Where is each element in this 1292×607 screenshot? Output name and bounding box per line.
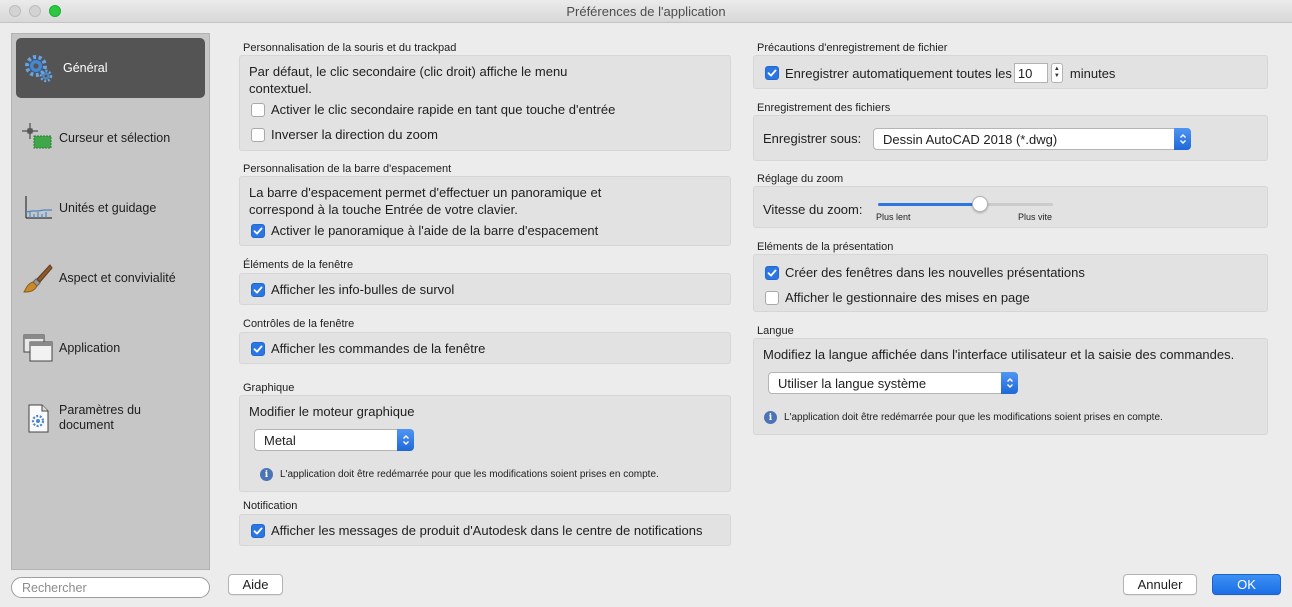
document-settings-icon: [22, 402, 54, 434]
autosave-interval-input[interactable]: 10: [1014, 63, 1048, 83]
mouse-description: Par défaut, le clic secondaire (clic droit) affiche le menu contextuel.: [249, 64, 568, 96]
create-viewports-label: Créer des fenêtres dans les nouvelles présentations: [785, 265, 1085, 280]
autodesk-messages-label: Afficher les messages de produit d'Autodesk dans le centre de notifications: [271, 523, 703, 538]
zoom-section-title: Réglage du zoom: [757, 173, 844, 185]
sidebar-item-document-settings[interactable]: [16, 388, 205, 448]
select-arrows-icon: [1174, 128, 1191, 150]
window-controls-panel: [239, 332, 731, 364]
zoom-speed-slider-fill: [878, 203, 980, 206]
zoom-speed-slider[interactable]: [878, 203, 1053, 206]
layout-section-panel: [753, 254, 1268, 312]
create-viewports-checkbox[interactable]: [765, 266, 779, 280]
graphics-restart-note-text: L'application doit être redémarrée pour que les modifications soient prises en compte.: [280, 469, 659, 480]
sidebar-item-label: Aspect et convivialité: [59, 270, 176, 285]
brush-icon: [22, 262, 54, 294]
window-elements-panel: [239, 273, 731, 305]
window-commands-checkbox[interactable]: [251, 342, 265, 356]
autosave-section-panel: [753, 55, 1268, 89]
quick-secondary-click-option[interactable]: [251, 102, 615, 117]
page-setup-manager-option[interactable]: [765, 290, 1030, 305]
spacebar-pan-label: Activer le panoramique à l'aide de la barre d'espacement: [271, 223, 599, 238]
title-bar: [0, 0, 1292, 23]
info-icon: i: [260, 468, 273, 481]
gear-icon: [22, 52, 54, 84]
layout-section-title: Eléments de la présentation: [757, 241, 894, 253]
window-controls-title: Contrôles de la fenêtre: [243, 318, 355, 330]
quick-secondary-click-label: Activer le clic secondaire rapide en tant que touche d'entrée: [271, 102, 616, 117]
graphics-engine-label: Modifier le moteur graphique: [249, 404, 415, 419]
spacebar-pan-checkbox[interactable]: [251, 224, 265, 238]
invert-zoom-option[interactable]: [251, 127, 438, 142]
sidebar-item-look-feel[interactable]: [16, 248, 205, 308]
graphics-engine-value: Metal: [264, 432, 296, 448]
info-icon: i: [764, 411, 777, 424]
help-button[interactable]: Aide: [228, 574, 283, 595]
save-as-label: Enregistrer sous:: [763, 131, 862, 146]
graphics-section-panel: [239, 395, 731, 492]
autosave-interval-stepper[interactable]: [1051, 63, 1063, 83]
select-arrows-icon: [397, 429, 414, 451]
sidebar-item-general[interactable]: [16, 38, 205, 98]
units-ruler-icon: [22, 192, 54, 224]
graphics-section-title: Graphique: [243, 382, 295, 394]
autosave-label: Enregistrer automatiquement toutes les: [785, 65, 1012, 81]
create-viewports-option[interactable]: [765, 265, 1085, 280]
mouse-section-panel: [239, 55, 731, 151]
search-field[interactable]: [11, 577, 210, 598]
graphics-restart-note: [260, 468, 659, 481]
language-description: Modifiez la langue affichée dans l'interface utilisateur et la saisie des commandes.: [763, 347, 1235, 362]
sidebar-item-label: Application: [59, 340, 121, 355]
window-elements-title: Éléments de la fenêtre: [243, 259, 354, 271]
save-format-select[interactable]: [873, 128, 1191, 150]
autosave-option[interactable]: [765, 63, 1115, 83]
autosave-minutes-label: minutes: [1069, 65, 1116, 81]
stepper-up-icon[interactable]: ▲: [1053, 66, 1060, 72]
page-setup-manager-checkbox[interactable]: [765, 291, 779, 305]
autodesk-messages-option[interactable]: [251, 523, 703, 538]
page-setup-manager-label: Afficher le gestionnaire des mises en page: [785, 290, 1030, 305]
sidebar-item-application[interactable]: [16, 318, 205, 378]
spacebar-pan-option[interactable]: [251, 223, 598, 238]
mouse-section-title: Personnalisation de la souris et du trackpad: [243, 42, 457, 54]
language-value: Utiliser la langue système: [778, 375, 927, 391]
notification-section-panel: [239, 514, 731, 546]
hover-tooltips-checkbox[interactable]: [251, 283, 265, 297]
ok-button[interactable]: OK: [1212, 574, 1281, 595]
spacebar-section-title: Personnalisation de la barre d'espacement: [243, 163, 452, 175]
select-arrows-icon: [1001, 372, 1018, 394]
autosave-checkbox[interactable]: [765, 66, 779, 80]
sidebar-item-label: Curseur et sélection: [59, 130, 171, 145]
zoom-slow-label: Plus lent: [876, 212, 911, 222]
zoom-section-panel: [753, 186, 1268, 228]
file-save-section-title: Enregistrement des fichiers: [757, 102, 891, 114]
cancel-button[interactable]: Annuler: [1123, 574, 1197, 595]
sidebar-item-label: Unités et guidage: [59, 200, 157, 215]
window-title: Préférences de l'application: [566, 4, 726, 19]
notification-section-title: Notification: [243, 500, 298, 512]
spacebar-section-panel: [239, 176, 731, 246]
zoom-speed-label: Vitesse du zoom:: [763, 202, 863, 217]
sidebar-item-label: Général: [63, 60, 108, 75]
language-restart-note-text: L'application doit être redémarrée pour que les modifications soient prises en compte.: [784, 412, 1163, 423]
crosshair-selection-icon: [22, 122, 54, 154]
sidebar-item-cursor-selection[interactable]: [16, 108, 205, 168]
autodesk-messages-checkbox[interactable]: [251, 524, 265, 538]
language-restart-note: [764, 411, 1163, 424]
autosave-section-title: Précautions d'enregistrement de fichier: [757, 42, 948, 54]
search-input[interactable]: [12, 578, 209, 597]
sidebar-item-label: Paramètres du document: [59, 403, 141, 432]
sidebar: [11, 33, 210, 570]
zoom-fast-label: Plus vite: [1018, 212, 1053, 222]
window-commands-label: Afficher les commandes de la fenêtre: [271, 341, 486, 356]
windows-icon: [22, 332, 54, 364]
window-commands-option[interactable]: [251, 341, 485, 356]
invert-zoom-label: Inverser la direction du zoom: [271, 127, 438, 142]
quick-secondary-click-checkbox[interactable]: [251, 103, 265, 117]
zoom-speed-slider-knob[interactable]: [972, 196, 988, 212]
invert-zoom-checkbox[interactable]: [251, 128, 265, 142]
language-select[interactable]: [768, 372, 1018, 394]
sidebar-item-units-guidance[interactable]: [16, 178, 205, 238]
graphics-engine-select[interactable]: [254, 429, 414, 451]
language-section-title: Langue: [757, 325, 794, 337]
save-format-value: Dessin AutoCAD 2018 (*.dwg): [883, 131, 1058, 147]
language-section-panel: [753, 338, 1268, 435]
hover-tooltips-option[interactable]: [251, 282, 454, 297]
file-save-section-panel: [753, 115, 1268, 161]
hover-tooltips-label: Afficher les info-bulles de survol: [271, 282, 455, 297]
stepper-down-icon[interactable]: ▼: [1053, 73, 1060, 79]
spacebar-description: La barre d'espacement permet d'effectuer un panoramique et correspond à la touche Entrée de votre clavier.: [249, 185, 602, 217]
